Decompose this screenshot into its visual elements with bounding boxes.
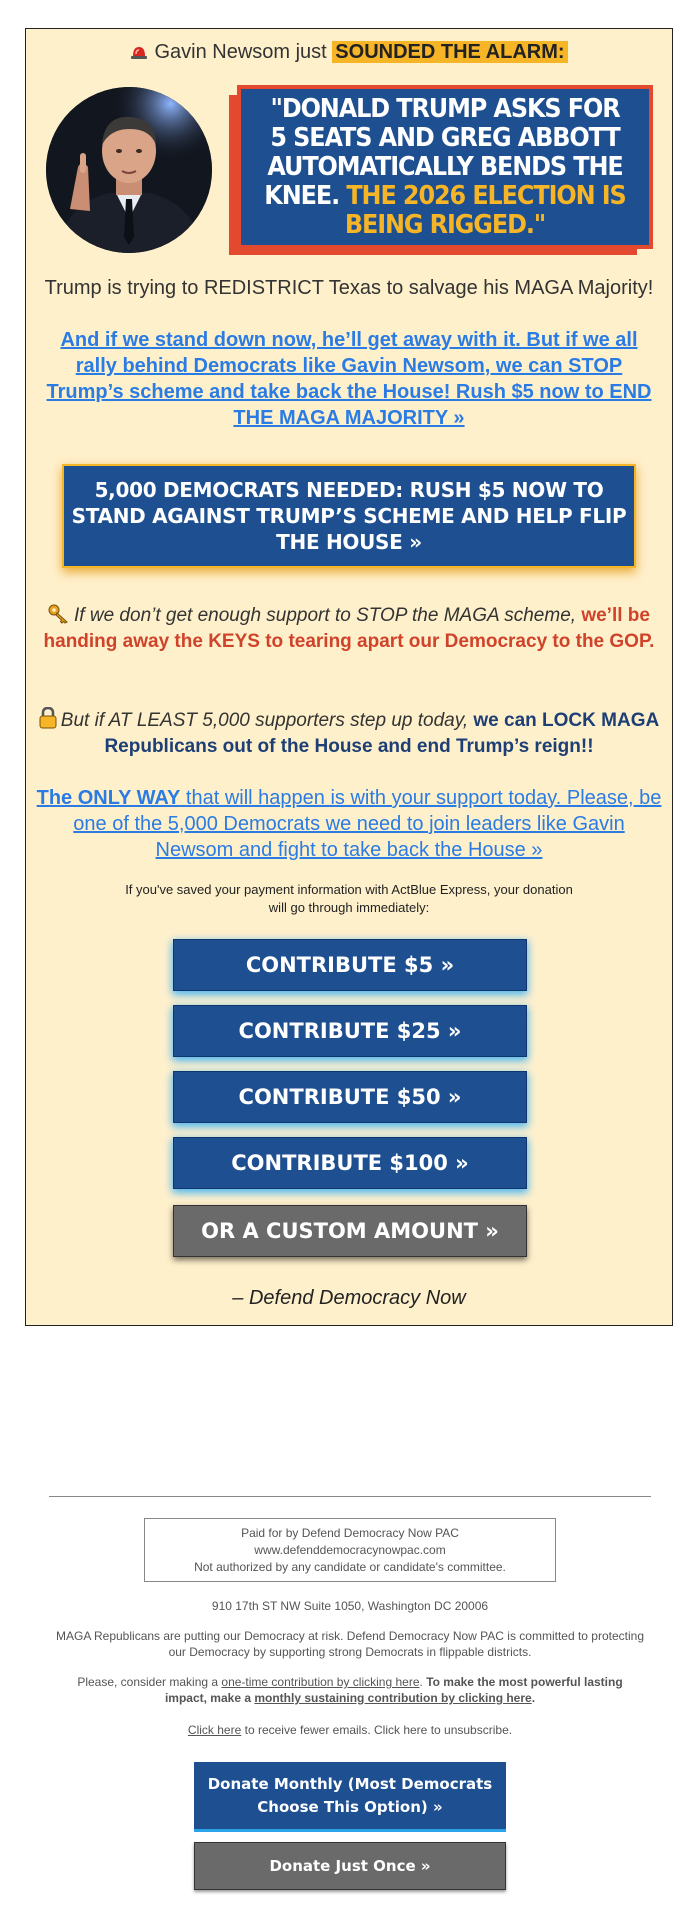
signoff: – Defend Democracy Now — [232, 1287, 466, 1309]
warning-paragraph — [38, 603, 660, 655]
donate-once-label: Donate Just Once » — [269, 1856, 431, 1875]
contribute-100-button[interactable] — [173, 1137, 527, 1189]
custom-amount-button[interactable] — [173, 1205, 527, 1257]
hope-italic: But if AT LEAST 5,000 supporters step up today, — [60, 710, 469, 731]
mission-text: MAGA Republicans are putting our Democracy at risk. Defend Democracy Now PAC is committed to protecting our Democracy by supporting strong Democrats in flippable districts. — [55, 1629, 644, 1659]
footer-divider — [49, 1496, 651, 1497]
email-card — [25, 28, 673, 1326]
paid-for-line: Paid for by Defend Democracy Now PAC — [241, 1526, 459, 1540]
warning-italic: If we don’t get enough support to STOP the MAGA scheme, — [74, 605, 577, 626]
contribute-25-button[interactable] — [173, 1005, 527, 1057]
impact-prefix: To make the most powerful lasting impact, make a — [164, 1675, 623, 1705]
contribute-5-button[interactable] — [173, 939, 527, 991]
contribute-50-label: CONTRIBUTE $50 » — [238, 1085, 462, 1109]
rush-five-label: 5,000 DEMOCRATS NEEDED: RUSH $5 NOW TO STAND AGAINST TRUMP’S SCHEME AND HELP FLIP THE HOUSE » — [71, 478, 627, 554]
rally-link[interactable]: And if we stand down now, he’ll get away with it. But if we all rally behind Democrats like Gavin Newsom, we can STOP Trump’s scheme and take back the House! Rush $5 now to END THE MAGA MAJORITY » — [46, 329, 652, 429]
contribute-25-label: CONTRIBUTE $25 » — [238, 1019, 462, 1043]
contribute-100-label: CONTRIBUTE $100 » — [231, 1151, 469, 1175]
quote-text — [257, 95, 632, 240]
quote-yellow: THE 2026 ELECTION IS BEING RIGGED." — [344, 180, 626, 240]
hope-navy: we can LOCK MAGA Republicans out of the House and end Trump’s reign!! — [104, 710, 660, 757]
fewer-emails-link[interactable]: Click here — [187, 1723, 242, 1737]
address-line: 910 17th ST NW Suite 1050, Washington DC 20006 — [211, 1599, 489, 1613]
website-line: www.defenddemocracynowpac.com — [254, 1543, 446, 1557]
lock-icon — [39, 707, 57, 729]
one-time-link[interactable]: one-time contribution by clicking here — [221, 1675, 420, 1689]
only-way-bold: The ONLY WAY — [36, 787, 181, 809]
quote-box — [237, 85, 653, 249]
disclaimer-line: Not authorized by any candidate or candidate's committee. — [194, 1560, 506, 1574]
contribute-5-label: CONTRIBUTE $5 » — [245, 953, 455, 977]
contribute-50-button[interactable] — [173, 1071, 527, 1123]
intro-text: Trump is trying to REDISTRICT Texas to salvage his MAGA Majority! — [44, 277, 654, 299]
alarm-lead: Gavin Newsom just — [154, 41, 327, 63]
quote-graphic — [229, 85, 654, 256]
siren-icon — [130, 45, 148, 59]
hope-paragraph — [38, 707, 660, 760]
paid-for-box — [144, 1518, 556, 1582]
only-way-rest: that will happen is with your support today. Please, be one of the 5,000 Democrats we need to join leaders like Gavin Newsom and fight to take back the House » — [73, 787, 662, 861]
monthly-link[interactable]: monthly sustaining contribution by clicking here — [254, 1691, 532, 1705]
rush-five-button[interactable] — [62, 464, 636, 568]
key-icon — [48, 604, 70, 624]
quote-white: "DONALD TRUMP ASKS FOR 5 SEATS AND GREG ABBOTT AUTOMATICALLY BENDS THE KNEE. — [264, 93, 623, 211]
donate-monthly-button[interactable] — [194, 1762, 506, 1832]
email-preferences — [55, 1722, 645, 1738]
newsom-photo — [46, 87, 212, 253]
please-prefix: Please, consider making a — [77, 1675, 219, 1689]
donate-once-button[interactable] — [194, 1842, 506, 1890]
only-way-link[interactable] — [36, 785, 662, 863]
warning-red: we’ll be handing away the KEYS to tearing apart our Democracy to the GOP. — [43, 605, 655, 652]
custom-amount-label: OR A CUSTOM AMOUNT » — [201, 1219, 499, 1243]
actblue-note: If you've saved your payment information with ActBlue Express, your donation will go through immediately: — [125, 882, 573, 915]
alarm-highlight: SOUNDED THE ALARM: — [332, 41, 567, 63]
alarm-headline — [26, 41, 672, 64]
fewer-emails-text: to receive fewer emails. Click here to unsubscribe. — [244, 1723, 513, 1737]
contribution-paragraph: Please, consider making a one-time contribution by clicking here. To make the most powerful lasting impact, make a monthly sustaining contribution by clicking here. — [77, 1675, 623, 1705]
donate-monthly-label: Donate Monthly (Most Democrats Choose This Option) » — [207, 1774, 493, 1816]
